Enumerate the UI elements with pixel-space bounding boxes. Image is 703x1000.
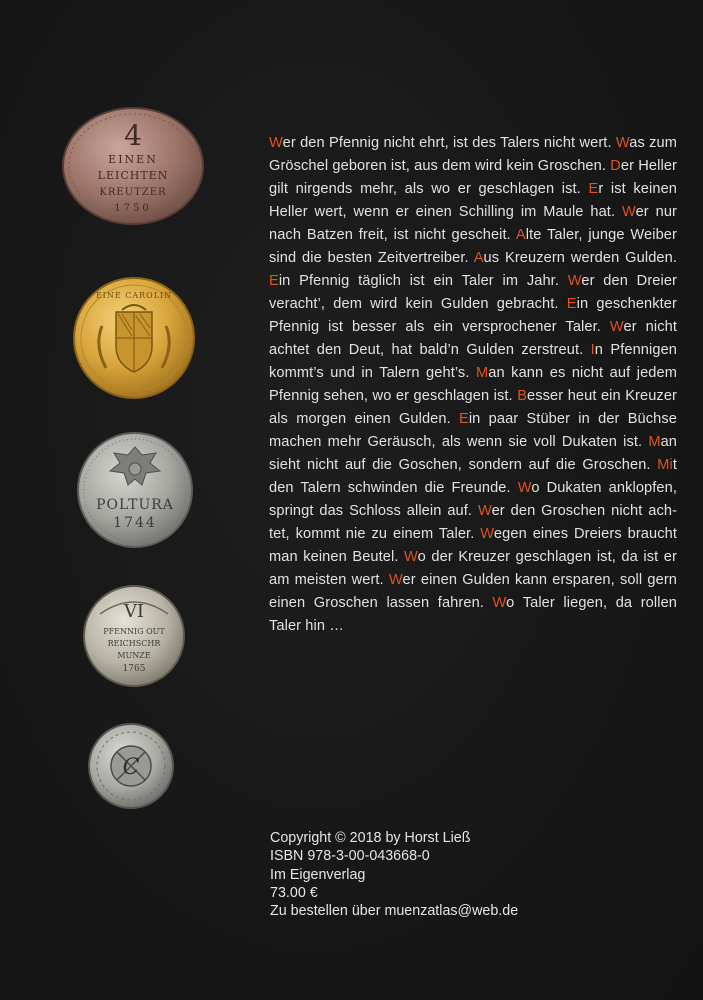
coin-1-value: 4: [124, 119, 142, 152]
gold-carolin-coin: [72, 276, 196, 400]
proverb-rest: t den Talern schwinden die Freunde.: [269, 457, 678, 496]
order-line: Zu bestellen über muenzatlas@web.de: [270, 903, 519, 920]
proverb-rest: as zum Gröschel geboren ist, aus dem wird kein Groschen.: [269, 135, 677, 174]
proverb-initial: W: [567, 273, 582, 289]
price-line: 73.00 €: [270, 884, 318, 901]
proverb-initial: W: [492, 595, 507, 611]
proverb-rest: esser heut ein Kreuzer als morgen einen Gulden.: [269, 388, 678, 427]
coin-5-letter: C: [122, 755, 140, 780]
proverb-rest: in Pfennig täglich ist ein Taler im Jahr.: [278, 273, 559, 289]
proverb-initial: W: [269, 135, 283, 151]
vi-pfennig-coin-1765: [82, 584, 186, 688]
proverb-initial: B: [517, 388, 528, 404]
proverb-rest: in paar Stüber in der Büchse machen mehr Geräusch, als wenn sie voll Dukaten ist.: [269, 411, 677, 450]
coin-1-line-4: KREUTZER: [99, 187, 167, 198]
coin-1-line-3: LEICHTEN: [97, 169, 169, 182]
proverb-initial: E: [269, 273, 279, 289]
publisher-line: Im Eigenverlag: [270, 866, 366, 883]
isbn-line: ISBN 978-3-00-043668-0: [270, 848, 430, 865]
proverb-rest: n Pfennigen kommt’s und in Talern geht’s.: [269, 342, 677, 381]
proverb-rest: o Dukaten anklopfen, springt das Schloss allein auf.: [269, 480, 677, 519]
proverb-rest: in geschenkter Pfennig ist besser als ein versprochener Taler.: [269, 296, 677, 335]
coin-column: [0, 0, 240, 1000]
proverb-initial: E: [588, 181, 599, 197]
coin-1-line-2: EINEN: [108, 153, 158, 166]
kreuzer-coin-1750: [62, 107, 204, 225]
coin-4-line-4: MUNZE: [117, 651, 151, 660]
coin-4-line-2: PFENNIG OUT: [103, 627, 165, 636]
proverb-rest: er den Dreier veracht’, dem wird kein Gulden gebracht.: [269, 273, 678, 312]
proverb-initial: M: [475, 365, 489, 381]
proverb-initial: W: [404, 549, 418, 565]
proverb-rest: er nur nach Batzen freit, ist nicht gescheit.: [269, 204, 677, 243]
proverb-initial: D: [610, 158, 621, 174]
coin-4-value: VI: [123, 601, 145, 622]
proverb-initial: A: [515, 227, 526, 243]
proverb-initial: W: [477, 503, 492, 519]
coin-1-year: 1750: [114, 203, 152, 214]
poltura-coin-1744: [76, 431, 194, 549]
proverb-initial: E: [566, 296, 577, 312]
proverb-text-block: [269, 132, 677, 638]
proverb-rest: r ist keinen Heller wert, wenn er einen Schilling im Maule hat.: [269, 181, 678, 220]
proverb-rest: lte Taler, junge Weiber sind die besten Zeitvertreiber.: [269, 227, 677, 266]
proverb-rest: er Heller gilt nirgends mehr, als wo er geschlagen ist.: [269, 158, 677, 197]
proverb-rest: us Kreuzern werden Gulden.: [483, 250, 677, 266]
proverb: [269, 135, 612, 151]
proverb-rest: er einen Gulden kann ersparen, soll gern einen Groschen lassen fahren.: [269, 572, 678, 611]
small-c-coin: [87, 722, 175, 810]
proverb-initial: Mi: [657, 457, 673, 473]
proverb-initial: W: [615, 135, 630, 151]
proverb-initial: W: [609, 319, 624, 335]
proverb-initial: W: [388, 572, 403, 588]
proverb-initial: M: [648, 434, 661, 450]
coin-4-line-3: REICHSCHR: [107, 639, 161, 648]
proverb-rest: an sieht nicht auf die Goschen, sondern auf die Groschen.: [269, 434, 678, 473]
coin-3-legend: POLTURA: [96, 497, 174, 513]
coin-3-year: 1744: [113, 515, 157, 531]
proverb-initial: E: [459, 411, 469, 427]
proverb-rest: o Taler liegen, da rollen Taler hin …: [269, 595, 678, 634]
coin-2-legend: EINE CAROLIN: [95, 291, 173, 300]
imprint-block: [270, 829, 518, 920]
proverb-initial: W: [621, 204, 636, 220]
proverb-initial: I: [590, 342, 595, 358]
proverb-rest: egen eines Dreiers braucht man keinen Beutel.: [269, 526, 678, 565]
proverb-rest: an kann es nicht auf jedem Pfennig sehen, wo er geschlagen ist.: [269, 365, 677, 404]
proverb: [474, 250, 677, 266]
proverb-initial: A: [473, 250, 484, 266]
copyright-line: Copyright © 2018 by Horst Ließ: [270, 830, 471, 846]
proverb-rest: o der Kreuzer geschlagen ist, da ist er am meisten wert.: [269, 549, 677, 588]
proverb-rest: er den Groschen nicht achtet, kommt nie zu einem Taler.: [269, 503, 678, 542]
proverb-rest: er nicht achtet den Deut, hat bald’n Gulden zerstreut.: [269, 319, 677, 358]
proverb: [269, 273, 559, 289]
coin-4-year: 1765: [122, 664, 146, 674]
proverb-initial: W: [517, 480, 532, 496]
proverb-initial: W: [480, 526, 494, 542]
proverb-rest: er den Pfennig nicht ehrt, ist des Talers nicht wert.: [282, 135, 612, 151]
